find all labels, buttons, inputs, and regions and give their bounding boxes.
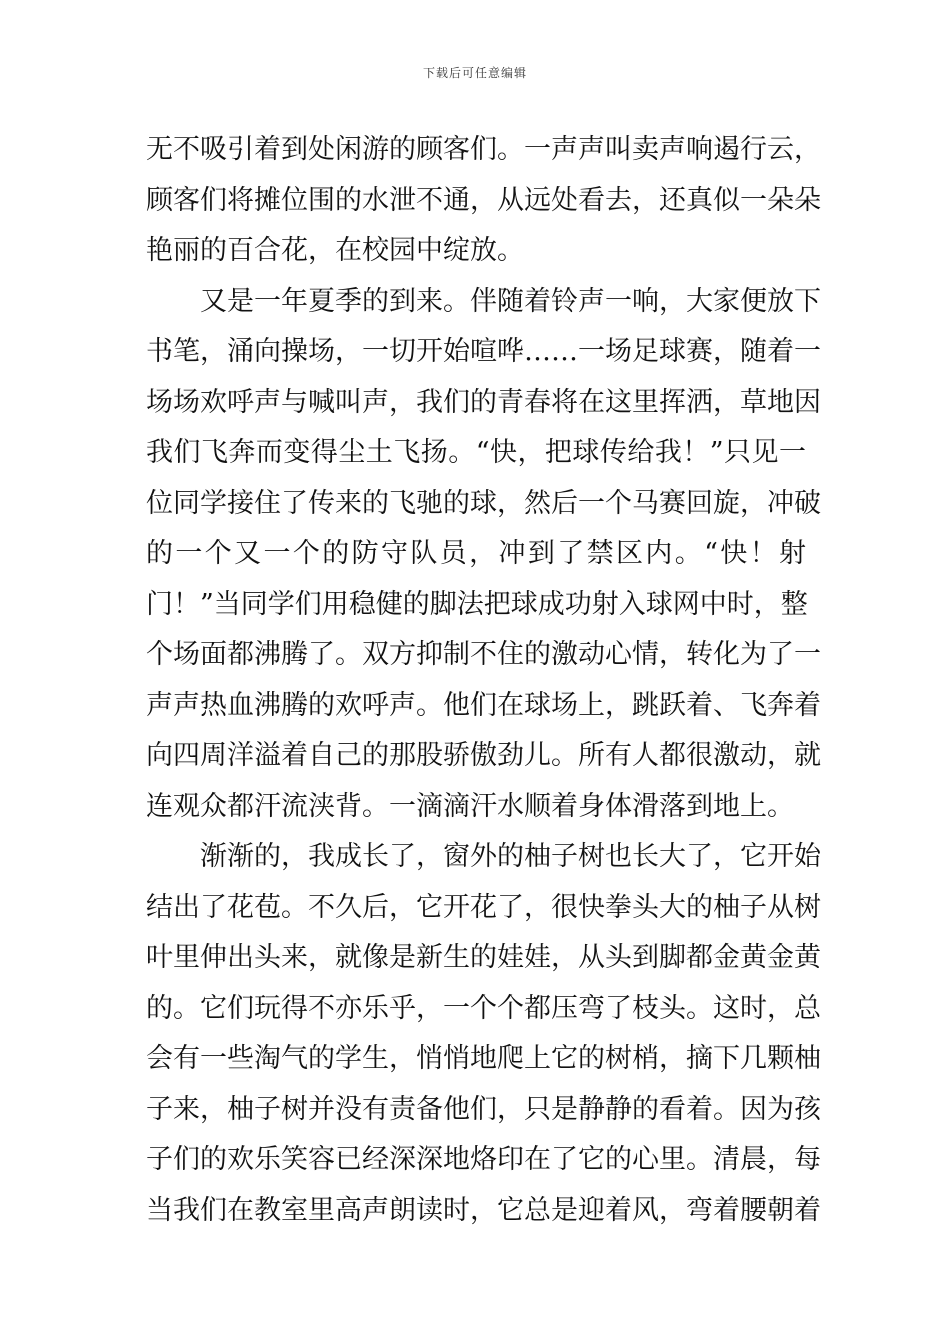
text-line: 无不吸引着到处闲游的顾客们。一声声叫卖声响遏行云， [146,134,821,165]
page-header: 下载后可任意编辑 [422,66,527,80]
text-line: 又是一年夏季的到来。伴随着铃声一响，大家便放下 [200,285,821,317]
body-text [146,128,821,1239]
text-line: 向四周洋溢着自己的那股骄傲劲儿。所有人都很激动，就 [146,740,821,771]
text-line: 场场欢呼声与喊叫声，我们的青春将在这里挥洒，草地因 [146,386,821,418]
text-line: 门！”当同学们用稳健的脚法把球成功射入球网中时，整 [146,588,808,620]
text-line: 子来，柚子树并没有责备他们，只是静静的看着。因为孩 [146,1093,821,1125]
text-line: 会有一些淘气的学生，悄悄地爬上它的树梢，摘下几颗柚 [146,1043,821,1074]
text-line: 连观众都汗流浃背。一滴滴汗水顺着身体滑落到地上。 [146,790,794,822]
text-line: 渐渐的，我成长了，窗外的柚子树也长大了，它开始 [200,841,821,872]
text-line: 书笔，涌向操场，一切开始喧哗……一场足球赛，随着一 [146,336,821,367]
text-line: 的。它们玩得不亦乐乎，一个个都压弯了枝头。这时，总 [146,992,821,1024]
paragraph [146,280,821,836]
text-line: 子们的欢乐笑容已经深深地烙印在了它的心里。清晨，每 [146,1144,821,1175]
text-line: 顾客们将摊位围的水泄不通，从远处看去，还真似一朵朵 [146,184,821,216]
text-line: 叶里伸出头来，就像是新生的娃娃，从头到脚都金黄金黄 [146,942,821,973]
text-line: 艳丽的百合花，在校园中绽放。 [146,235,524,266]
paragraph [146,128,821,280]
text-line: 个场面都沸腾了。双方抑制不住的激动心情，转化为了一 [146,639,821,670]
paragraph [146,835,821,1239]
text-line: 结出了花苞。不久后，它开花了，很快拳头大的柚子从树 [146,891,821,923]
text-line: 我们飞奔而变得尘土飞扬。“快，把球传给我！”只见一 [146,437,806,468]
text-line: 的一个又一个的防守队员，冲到了禁区内。“快！射 [146,538,806,569]
text-line: 位同学接住了传来的飞驰的球，然后一个马赛回旋，冲破 [146,487,821,519]
text-line: 当我们在教室里高声朗读时，它总是迎着风，弯着腰朝着 [146,1194,821,1226]
text-line: 声声热血沸腾的欢呼声。他们在球场上，跳跃着、飞奔着 [146,689,821,721]
